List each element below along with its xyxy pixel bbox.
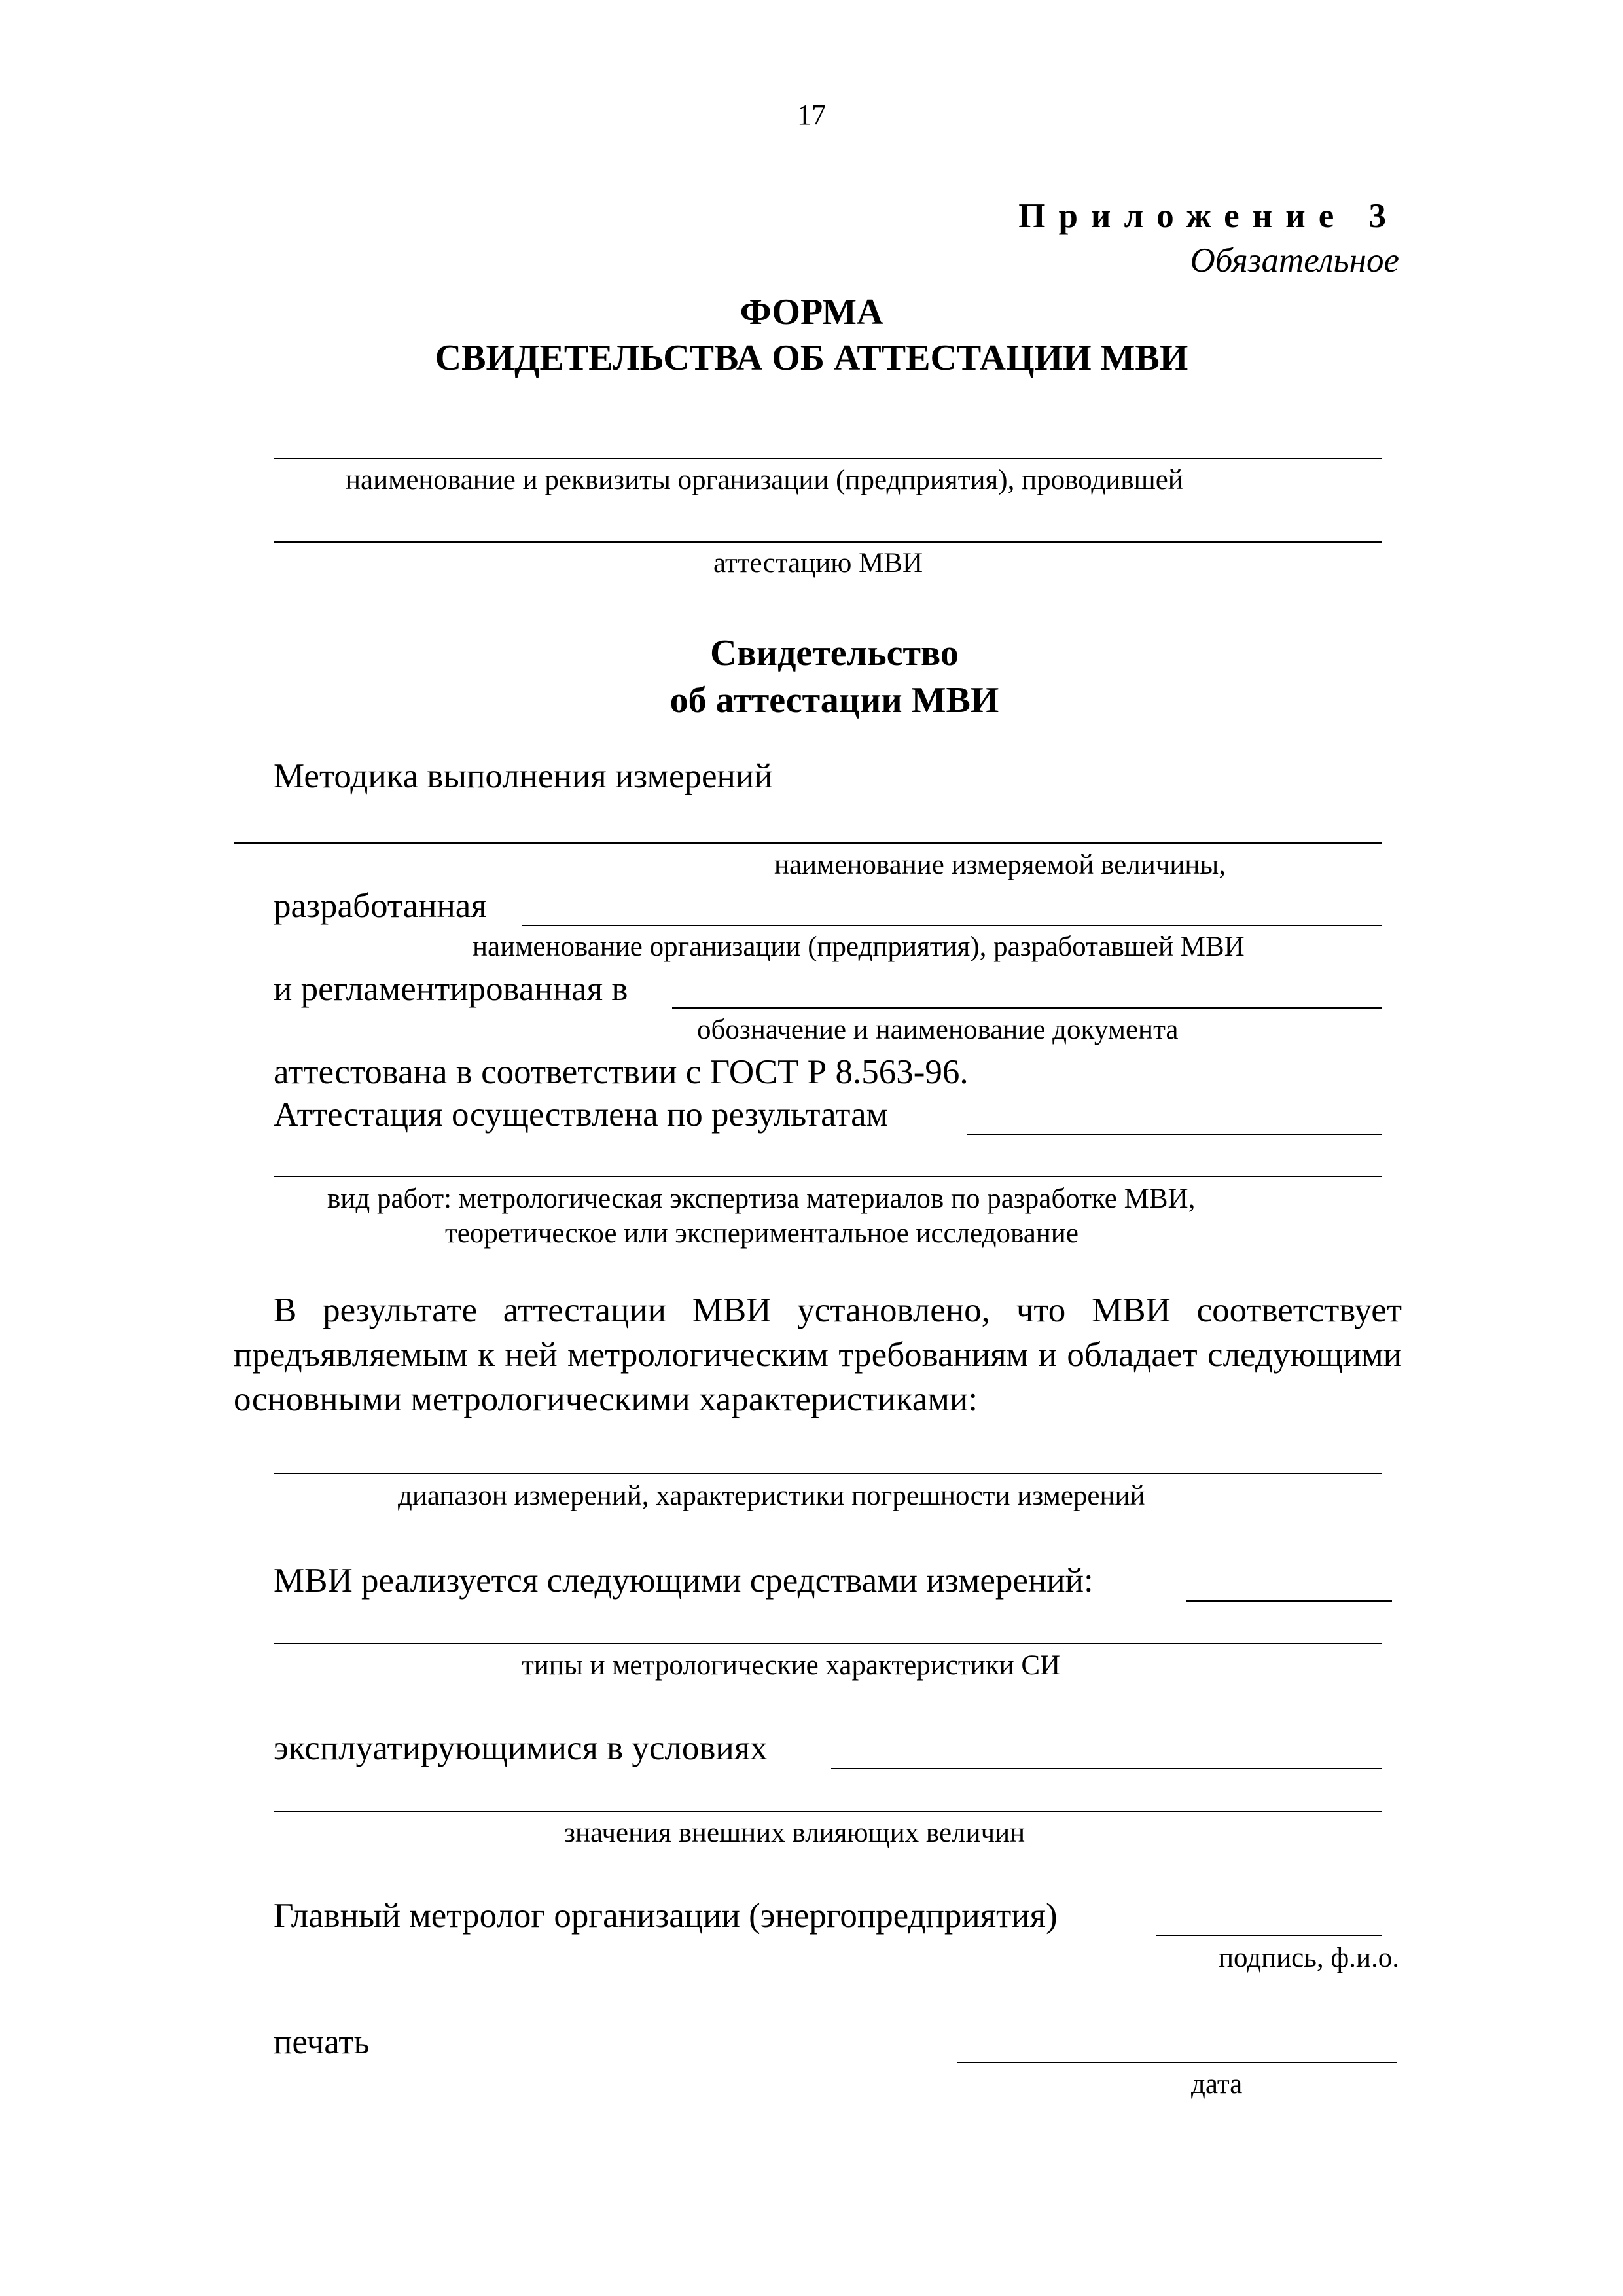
conditions-short-line xyxy=(831,1768,1382,1769)
form-title-line2: СВИДЕТЕЛЬСТВА ОБ АТТЕСТАЦИИ МВИ xyxy=(435,338,1188,378)
method-label: Методика выполнения измерений xyxy=(274,757,773,795)
form-title-line1: ФОРМА xyxy=(740,292,883,332)
means-caption: типы и метрологические характеристики СИ xyxy=(522,1650,1061,1681)
date-line xyxy=(957,2062,1397,2063)
developer-line xyxy=(522,925,1382,926)
developer-caption: наименование организации (предприятия), разработавшей МВИ xyxy=(473,931,1245,962)
seal-label: печать xyxy=(274,2023,370,2061)
range-line xyxy=(274,1473,1382,1474)
regulated-label: и регламентированная в xyxy=(274,970,628,1008)
certificate-title-line1: Свидетельство xyxy=(710,633,959,673)
appendix-status: Обязательное xyxy=(1190,242,1399,279)
signature-line xyxy=(1156,1935,1382,1936)
quantity-line xyxy=(234,842,1382,844)
page-number: 17 xyxy=(797,99,826,131)
certification-by-line xyxy=(967,1134,1382,1135)
org-line-2 xyxy=(274,541,1382,543)
document-caption: обозначение и наименование документа xyxy=(697,1014,1179,1045)
signature-caption: подпись, ф.и.о. xyxy=(1219,1943,1399,1973)
work-caption-2: теоретическое или экспериментальное исследование xyxy=(445,1218,1079,1249)
means-label: МВИ реализуется следующими средствами измерений: xyxy=(274,1562,1094,1600)
quantity-caption: наименование измеряемой величины, xyxy=(774,850,1226,880)
appendix-label: Приложение 3 xyxy=(1018,197,1399,235)
means-line xyxy=(274,1643,1382,1644)
conditions-label: эксплуатирующимися в условиях xyxy=(274,1729,768,1767)
certification-by-label: Аттестация осуществлена по результатам xyxy=(274,1096,889,1134)
date-caption: дата xyxy=(1191,2069,1243,2100)
org-caption-2: аттестацию МВИ xyxy=(713,548,923,579)
org-line-1 xyxy=(274,458,1382,459)
certificate-title-line2: об аттестации МВИ xyxy=(669,680,999,721)
conditions-line xyxy=(274,1811,1382,1812)
certificate-title xyxy=(0,630,1623,724)
range-caption: диапазон измерений, характеристики погрешности измерений xyxy=(398,1480,1145,1511)
metrologist-label: Главный метролог организации (энергопредприятия) xyxy=(274,1897,1058,1935)
conditions-caption: значения внешних влияющих величин xyxy=(564,1818,1026,1848)
document-line xyxy=(672,1007,1382,1009)
form-title xyxy=(0,289,1623,381)
means-short-line xyxy=(1186,1600,1392,1602)
work-caption-1: вид работ: метрологическая экспертиза материалов по разработке МВИ, xyxy=(327,1183,1196,1214)
org-caption-1: наименование и реквизиты организации (предприятия), проводившей xyxy=(346,465,1183,495)
result-paragraph: В результате аттестации МВИ установлено, что МВИ соответствует предъявляемым к ней метрологическим требованиям и обладает следующими основными метрологическими характеристиками: xyxy=(234,1291,1402,1418)
certified-text: аттестована в соответствии с ГОСТ Р 8.563-96. xyxy=(274,1053,969,1091)
work-line xyxy=(274,1176,1382,1177)
developed-label: разработанная xyxy=(274,887,487,925)
